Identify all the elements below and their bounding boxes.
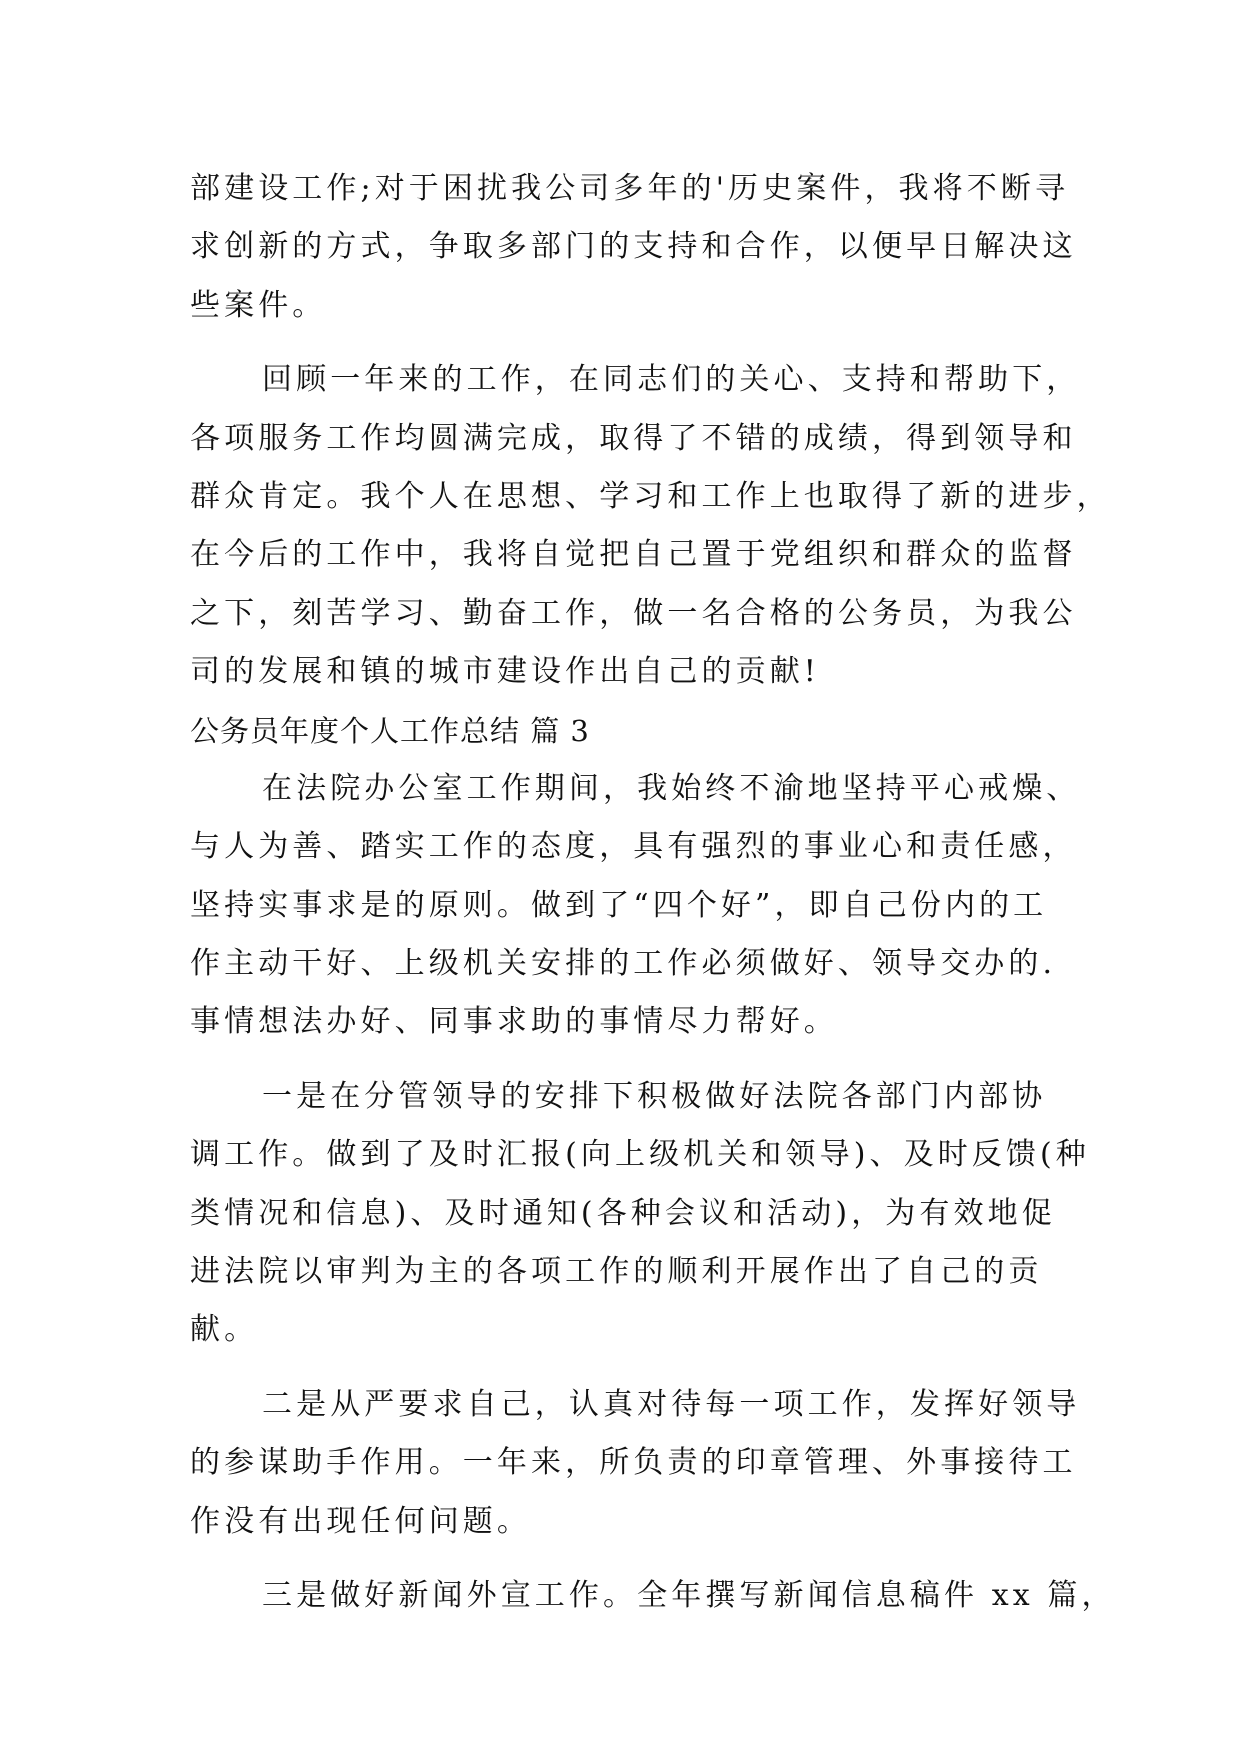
text-line: 类情况和信息)、及时通知(各种会议和活动)，为有效地促: [190, 1195, 1056, 1231]
document-body: [190, 160, 1116, 1625]
text-line: 调工作。做到了及时汇报(向上级机关和领导)、及时反馈(种: [190, 1137, 1090, 1173]
text-line: 司的发展和镇的城市建设作出自己的贡献!: [190, 654, 820, 690]
text-line: 在法院办公室工作期间，我始终不渝地坚持平心戒燥、: [262, 770, 1081, 806]
text-line: 献。: [190, 1312, 259, 1348]
section-heading: [190, 702, 1050, 760]
paragraph: [190, 160, 1077, 335]
text-line: 坚持实事求是的原则。做到了“四个好”，即自己份内的工: [190, 887, 1048, 923]
text-line: 回顾一年来的工作，在同志们的关心、支持和帮助下，: [262, 362, 1081, 398]
text-line: 与人为善、踏实工作的态度，具有强烈的事业心和责任感，: [190, 829, 1077, 865]
text-line: 些案件。: [190, 287, 327, 323]
text-line: 部建设工作;对于困扰我公司多年的'历史案件，我将不断寻: [190, 171, 1070, 206]
text-line: 各项服务工作均圆满完成，取得了不错的成绩，得到领导和: [190, 420, 1077, 456]
text-line: 在今后的工作中，我将自觉把自己置于党组织和群众的监督: [190, 537, 1077, 573]
text-line: 之下，刻苦学习、勤奋工作，做一名合格的公务员，为我公: [190, 595, 1077, 631]
text-line: 一是在分管领导的安排下积极做好法院各部门内部协: [262, 1078, 1047, 1114]
heading-text: 公务员年度个人工作总结 篇 3: [190, 713, 590, 748]
text-line: 二是从严要求自己，认真对待每一项工作，发挥好领导: [262, 1386, 1081, 1422]
paragraph: [190, 1376, 1081, 1551]
text-line: 作主动干好、上级机关安排的工作必须做好、领导交办的.: [190, 946, 1057, 982]
text-line: 的参谋助手作用。一年来，所负责的印章管理、外事接待工: [190, 1445, 1077, 1481]
paragraph: [190, 351, 1111, 701]
text-line: 求创新的方式，争取多部门的支持和合作，以便早日解决这: [190, 229, 1077, 265]
text-line: 事情想法办好、同事求助的事情尽力帮好。: [190, 1004, 838, 1040]
paragraph: [190, 760, 1081, 1052]
text-line: 进法院以审判为主的各项工作的顺利开展作出了自己的贡: [190, 1254, 1043, 1290]
paragraph: [190, 1068, 1090, 1360]
paragraph: [190, 1567, 1116, 1625]
text-line: 三是做好新闻外宣工作。全年撰写新闻信息稿件 xx 篇，: [262, 1577, 1116, 1613]
text-line: 群众肯定。我个人在思想、学习和工作上也取得了新的进步，: [190, 478, 1111, 514]
text-line: 作没有出现任何问题。: [190, 1503, 531, 1539]
